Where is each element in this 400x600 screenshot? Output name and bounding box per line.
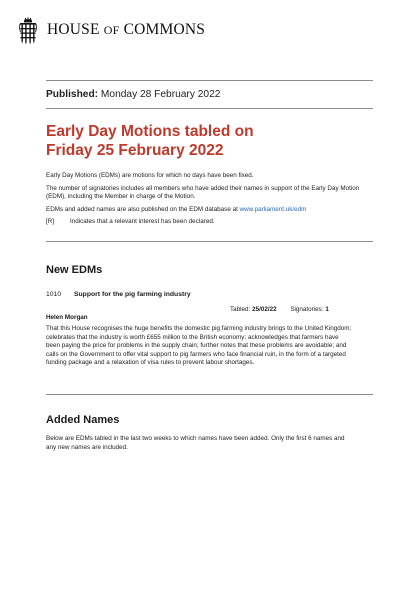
edm-motion-text: That this House recognises the huge benefits the domestic pig farming industry brings to the United Kingdom; celebrates that the industry is worth £655 million to the British economy; acknowledges that farmers have been paying the price for problems in the supply chain; further notes that these problems are avoidable; and calls on the Government to offer vital support to pig farmers who face financial ruin, in the form of a targeted funding package and a relaxation of visa rules to prevent labour shortages.: [46, 325, 352, 367]
divider-published: [46, 108, 373, 109]
brand-commons: COMMONS: [123, 21, 206, 38]
edm-database-link[interactable]: www.parliament.uk/edm: [239, 205, 307, 213]
published-line: [46, 89, 220, 100]
added-names-heading: Added Names: [46, 414, 120, 426]
divider-top: [46, 80, 373, 81]
added-names-description: Below are EDMs tabled in the last two weeks to which names have been added. Only the first 6 names and any new names are included.: [46, 435, 345, 451]
new-edms-heading: New EDMs: [46, 264, 103, 276]
relevant-interest-tag: [R]: [46, 218, 55, 226]
edm-number: 1010: [46, 291, 62, 298]
page-title: [46, 122, 366, 160]
edm-meta: [230, 306, 329, 313]
edm-signatories-label: Signatories:: [290, 306, 324, 313]
intro-paragraph-4: [46, 218, 370, 227]
divider-new-edms: [46, 394, 373, 395]
edm-signatories-count: 1: [325, 306, 329, 313]
intro-paragraph-1: Early Day Motions (EDMs) are motions for which no days have been fixed.: [46, 172, 254, 179]
header: [17, 14, 205, 46]
brand-of: OF: [103, 23, 120, 37]
page-title-line2: Friday 25 February 2022: [46, 142, 224, 159]
edm-tabled-date: 25/02/22: [252, 306, 277, 313]
brand-house: HOUSE: [47, 21, 100, 38]
intro-paragraph-3: [46, 206, 370, 215]
edm-title[interactable]: Support for the pig farming industry: [74, 291, 191, 298]
intro-paragraph-2: The number of signatories includes all members who have added their names in support of the Early Day Motion (EDM), including the Member in charge of the Motion.: [46, 184, 360, 201]
house-name-wordmark: [47, 21, 205, 39]
page-title-line1: Early Day Motions tabled on: [46, 123, 254, 140]
published-date: Monday 28 February 2022: [100, 89, 221, 100]
edm-tabled-label: Tabled:: [230, 306, 251, 313]
divider-intro: [46, 241, 373, 242]
published-label: Published:: [46, 89, 99, 100]
edm-heading-line: [46, 291, 191, 298]
intro-paragraph-3-text: EDMs and added names are also published on the EDM database at: [46, 205, 240, 213]
relevant-interest-text: Indicates that a relevant interest has been declared.: [70, 218, 215, 226]
intro-notes: [46, 172, 370, 231]
edm-author: Helen Morgan: [46, 314, 88, 321]
portcullis-icon: [17, 15, 39, 45]
